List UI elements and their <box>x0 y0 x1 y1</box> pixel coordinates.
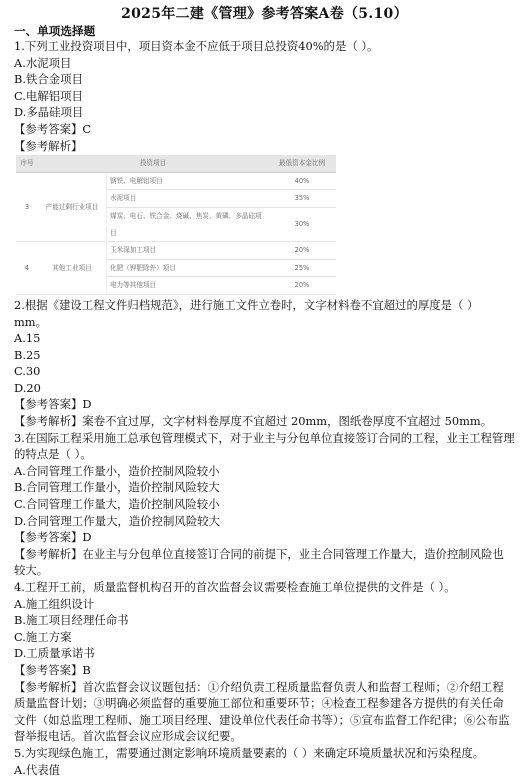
option-d: D.20 <box>14 380 41 395</box>
option-a: A.15 <box>14 331 41 346</box>
table-cell-ratio: 20% <box>268 277 336 295</box>
table-cell-ratio: 30% <box>268 207 336 241</box>
table-cell-ratio: 25% <box>268 259 336 277</box>
column-header: 序号 <box>16 155 38 172</box>
option-d: D.多晶硅项目 <box>14 105 84 120</box>
answer-value: C <box>82 121 92 136</box>
table-cell-item: 化肥（钾肥除外）项目 <box>107 259 269 277</box>
table-cell-item: 电力等其他项目 <box>107 277 269 295</box>
question-5 <box>14 745 515 778</box>
answer-line <box>14 396 515 413</box>
option-d: D.合同管理工作量大，造价控制风险较大 <box>14 513 220 528</box>
answer-line <box>14 529 515 546</box>
explanation-line <box>14 679 515 745</box>
section-heading: 一、单项选择题 <box>14 24 96 38</box>
table-header-row <box>16 155 336 172</box>
answer-line <box>14 121 515 138</box>
question-2 <box>14 297 515 430</box>
question-3 <box>14 430 515 579</box>
explanation-line <box>14 546 515 579</box>
question-stem-continued: mm。 <box>14 314 47 329</box>
column-header: 投资项目 <box>38 155 268 172</box>
table-row <box>16 172 336 190</box>
table-cell-group: 其他工业项目 <box>38 242 107 295</box>
explanation-label: 【参考解析】 <box>14 546 83 561</box>
answer-line <box>14 662 515 679</box>
explanation-label: 【参考解析】 <box>14 138 83 153</box>
table-cell-item: 玉米深加工项目 <box>107 242 269 260</box>
column-header: 最低资本金比例 <box>268 155 336 172</box>
option-a: A.施工组织设计 <box>14 596 95 611</box>
option-c: C.30 <box>14 364 41 379</box>
explanation-text: 首次监督会议议题包括：①介绍负责工程质量监督负责人和监督工程师；②介绍工程质量监督计划；③明确必须监督的重要施工部位和重要环节；④检查工程参建各方提供的有关任命文件（如总监理工程师、施工项目经理、建设单位代表任命书等）；⑤宣布监督工作纪律；⑥公布监督举报电话。首次监督会议应形成会议纪要。 <box>14 679 510 744</box>
answer-label: 【参考答案】 <box>14 662 83 677</box>
table-row <box>16 242 336 260</box>
answer-value: D <box>82 397 92 412</box>
question-stem: 4.工程开工前，质量监督机构召开的首次监督会议需要检查施工单位提供的文件是（ ）。 <box>14 580 456 594</box>
explanation-text: 案卷不宜过厚，文字材料卷厚度不宜超过 20mm，图纸卷厚度不宜超过 50mm。 <box>82 414 493 429</box>
question-4 <box>14 579 515 745</box>
table-cell-group: 产能过剩行业项目 <box>38 172 107 241</box>
option-d: D.工质量承诺书 <box>14 646 95 661</box>
question-stem: 5.为实现绿色施工，需要通过测定影响环境质量要素的（ ）来确定环境质量状况和污染程度。 <box>14 745 485 760</box>
question-stem: 3.在国际工程采用施工总承包管理模式下，对于业主与分包单位直接签订合同的工程，业主工程管理的特点是（ ）。 <box>14 430 515 462</box>
explanation-text: 在业主与分包单位直接签订合同的前提下，业主合同管理工作量大，造价控制风险也较大。 <box>14 546 504 578</box>
option-b: B.铁合金项目 <box>14 72 83 87</box>
table-cell-no: 4 <box>16 242 38 295</box>
explanation-label: 【参考解析】 <box>14 679 83 694</box>
option-b: B.施工项目经理任命书 <box>14 613 129 628</box>
question-stem: 1.下列工业投资项目中，项目资本金不应低于项目总投资40%的是（ ）。 <box>14 39 379 53</box>
document-title: 2025年二建《管理》参考答案A卷（5.10） <box>121 6 408 22</box>
option-a: A.代表值 <box>14 762 61 777</box>
answer-value: D <box>82 530 92 545</box>
explanation-line <box>14 413 515 430</box>
question-stem: 2.根据《建设工程文件归档规范》，进行施工文件立卷时，文字材料卷不宜超过的厚度是（ ） <box>14 297 479 312</box>
table-cell-item: 钢铁、电解铝项目 <box>107 172 269 190</box>
option-b: B.合同管理工作量小，造价控制风险较大 <box>14 480 220 495</box>
table-cell-item: 煤炭、电石、铁合金、烧碱、焦炭、黄磷、多晶硅项目 <box>107 207 269 241</box>
table-cell-item: 水泥项目 <box>107 190 269 208</box>
option-a: A.水泥项目 <box>14 55 72 70</box>
answer-label: 【参考答案】 <box>14 530 83 545</box>
option-c: C.合同管理工作量大，造价控制风险较小 <box>14 497 220 512</box>
question-1 <box>14 38 515 295</box>
answer-label: 【参考答案】 <box>14 397 83 412</box>
answer-value: B <box>82 662 91 677</box>
table-cell-ratio: 35% <box>268 190 336 208</box>
table-cell-ratio: 20% <box>268 242 336 260</box>
reference-table <box>16 155 336 295</box>
option-c: C.电解铝项目 <box>14 88 83 103</box>
explanation-label: 【参考解析】 <box>14 414 83 429</box>
table-cell-no: 3 <box>16 172 38 241</box>
table-cell-ratio: 40% <box>268 172 336 190</box>
option-c: C.施工方案 <box>14 629 72 644</box>
option-b: B.25 <box>14 347 41 362</box>
answer-label: 【参考答案】 <box>14 121 83 136</box>
option-a: A.合同管理工作量小，造价控制风险较小 <box>14 463 220 478</box>
